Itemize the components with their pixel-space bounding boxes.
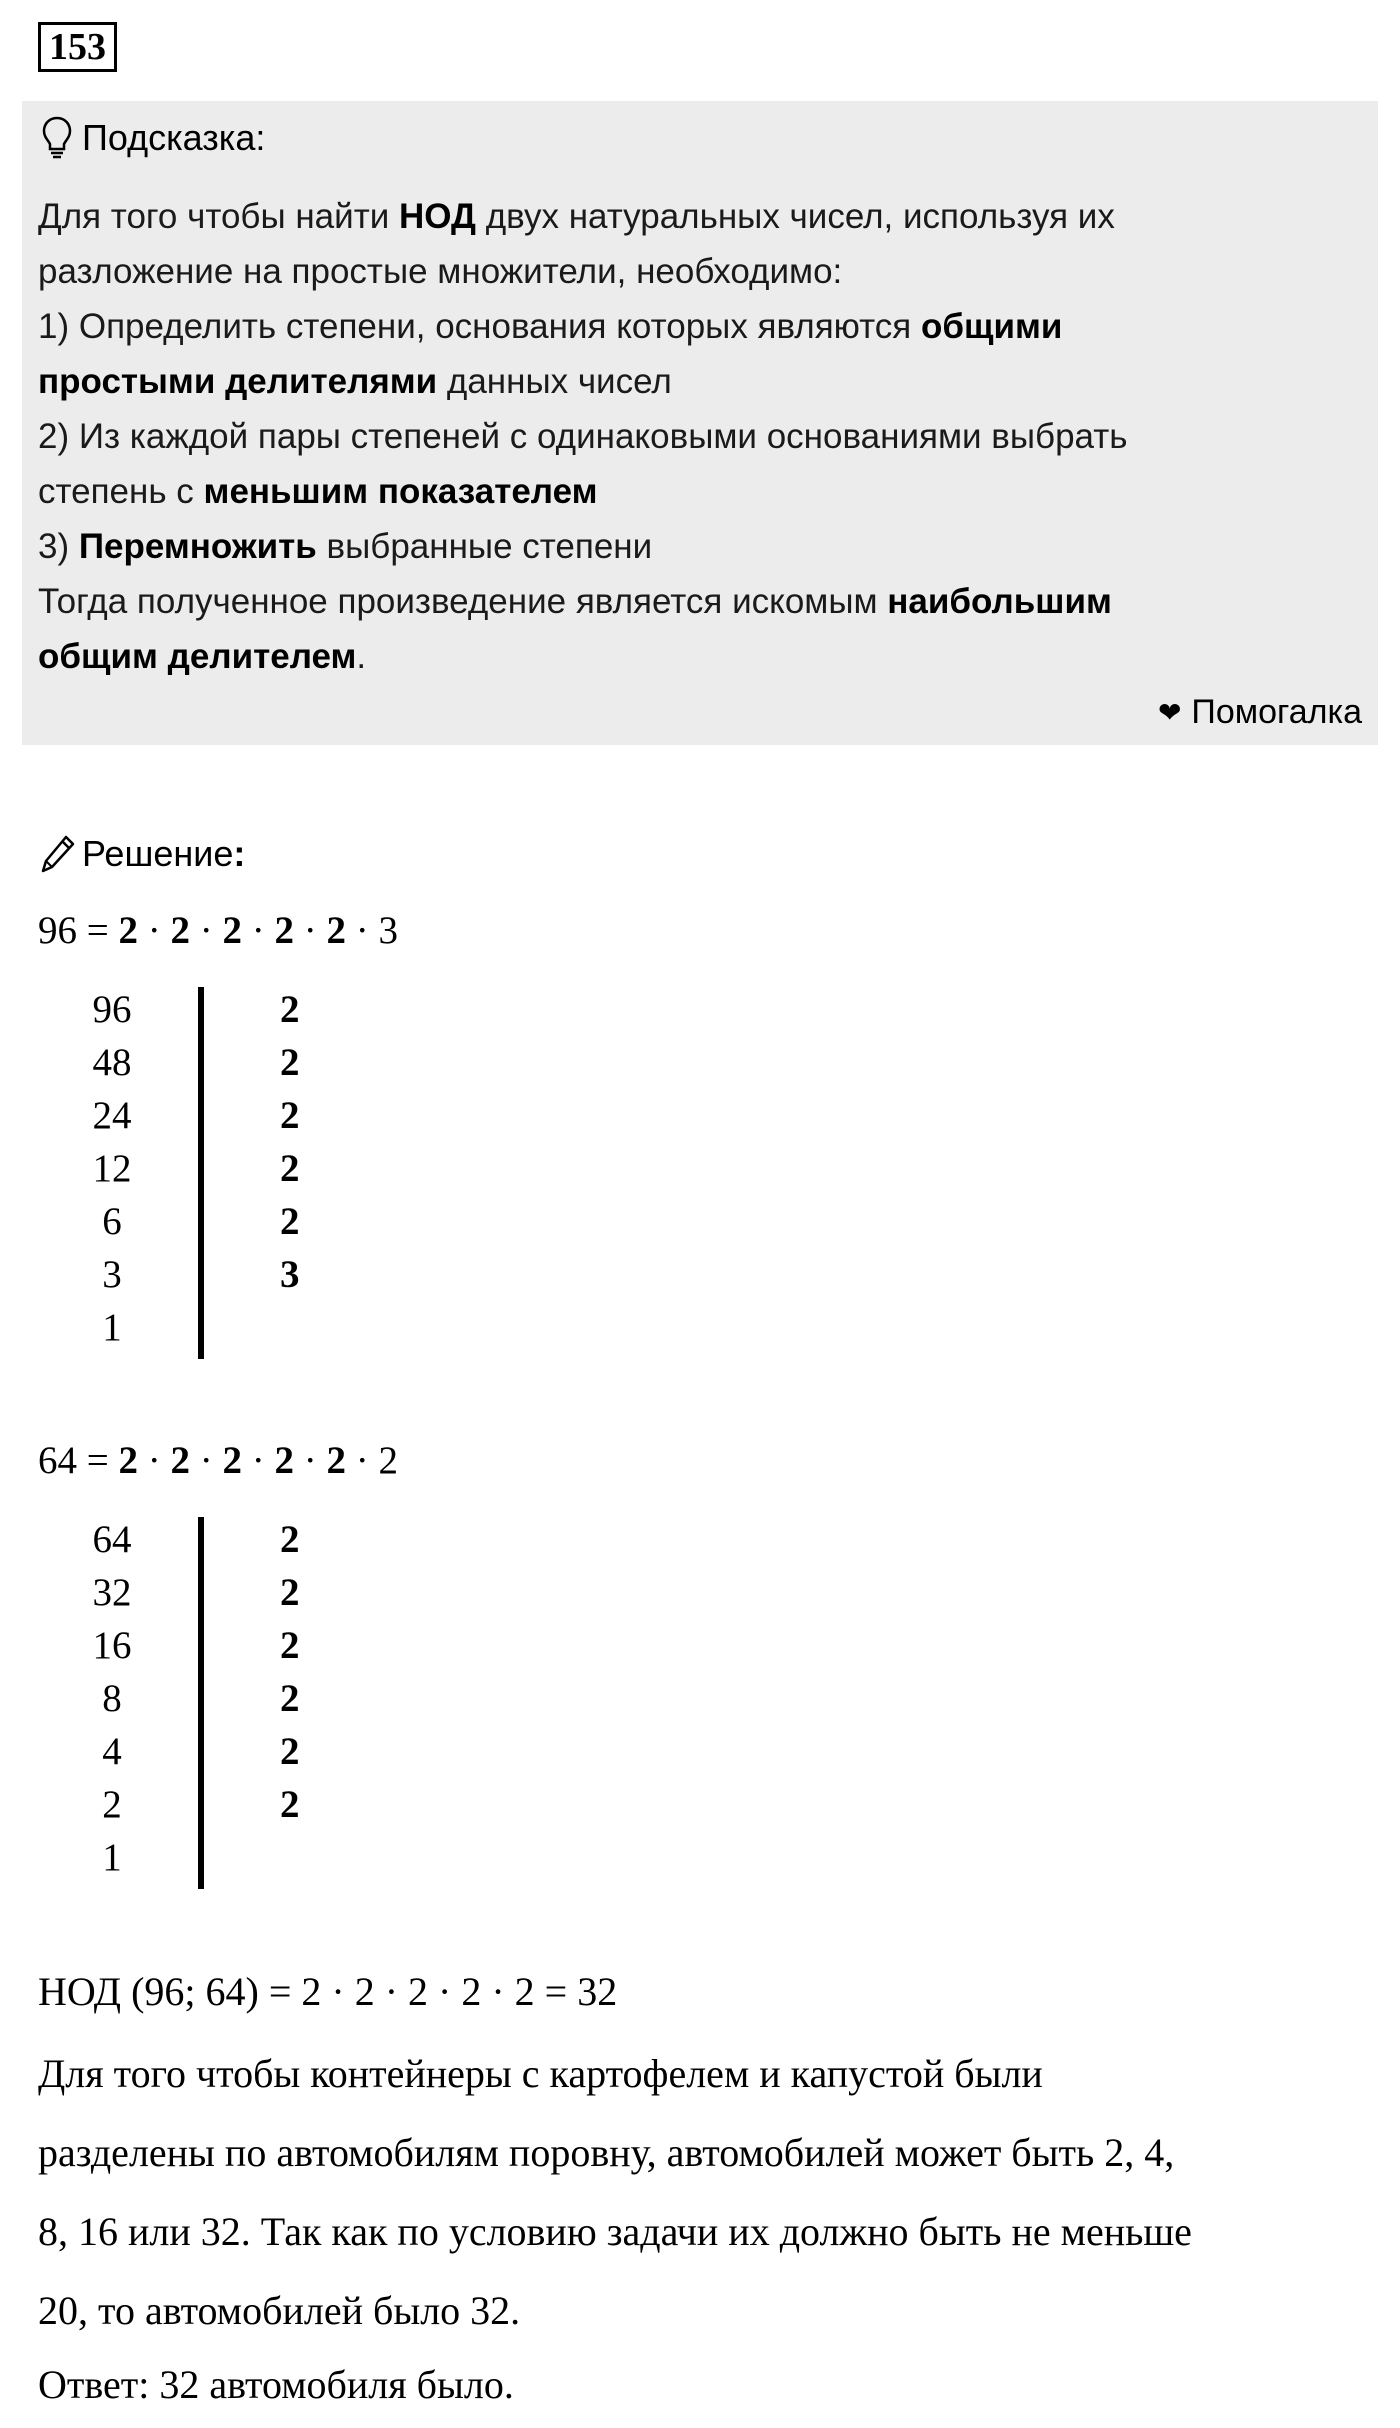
factorization-equation-96 <box>38 908 398 953</box>
task-number: 153 <box>38 22 117 72</box>
pencil-icon <box>40 834 76 874</box>
hint-text-run: . <box>356 637 367 676</box>
hint-line <box>38 464 1358 519</box>
answer-line: Ответ: 32 автомобиля было. <box>38 2362 514 2407</box>
dividend: 48 <box>92 1041 132 1084</box>
equation-term: · <box>242 909 275 952</box>
hint-text-run: общими <box>920 307 1063 346</box>
hint-text-run: данных чисел <box>437 362 672 401</box>
paragraph-line: разделены по автомобилям поровну, автомобилей может быть 2, 4, <box>38 2130 1175 2175</box>
hint-text-run: простыми делителями <box>38 362 438 401</box>
dividend: 2 <box>102 1783 122 1826</box>
equation-term: 2 <box>170 1439 190 1482</box>
equation-term: 2 <box>274 1439 294 1482</box>
prime-divisor: 2 <box>280 1518 300 1561</box>
equation-term: · <box>294 1439 327 1482</box>
factorization-equation-64 <box>38 1438 398 1483</box>
prime-divisor: 2 <box>280 1200 300 1243</box>
factorization-row <box>60 1676 360 1729</box>
dividend: 16 <box>92 1624 132 1667</box>
dividend: 1 <box>102 1836 122 1879</box>
paragraph-line: 20, то автомобилей было 32. <box>38 2288 521 2333</box>
dividend: 6 <box>102 1200 122 1243</box>
hint-box <box>22 101 1378 745</box>
prime-divisor: 2 <box>280 1571 300 1614</box>
hint-text-run: 3) <box>38 527 79 566</box>
hint-line <box>38 299 1358 354</box>
dividend: 32 <box>92 1571 132 1614</box>
solution-title: Решение <box>82 833 234 874</box>
prime-divisor: 2 <box>280 1041 300 1084</box>
equation-term: · <box>190 1439 223 1482</box>
dividend: 1 <box>102 1306 122 1349</box>
equation-term: 2 <box>118 909 138 952</box>
hint-text-run: наибольшим <box>887 582 1112 621</box>
solution-header <box>40 826 245 882</box>
prime-divisor: 2 <box>280 1624 300 1667</box>
gcd-line: НОД (96; 64) = 2 · 2 · 2 · 2 · 2 = 32 <box>38 1969 618 2014</box>
factorization-row <box>60 1040 360 1093</box>
dividend: 24 <box>92 1094 132 1137</box>
dividend: 3 <box>102 1253 122 1296</box>
factorization-row <box>60 1146 360 1199</box>
equation-term: 2 <box>326 1439 346 1482</box>
equation-term: · <box>190 909 223 952</box>
hint-title: Подсказка: <box>82 117 266 158</box>
hint-text <box>38 189 1358 684</box>
equation-term: 64 = <box>38 1439 119 1482</box>
factorization-row <box>60 1835 360 1888</box>
equation-term: 2 <box>222 909 242 952</box>
hint-text-run: Для того чтобы найти <box>38 197 400 236</box>
hint-line <box>38 409 1358 464</box>
equation-term: · <box>138 909 171 952</box>
equation-term: · <box>294 909 327 952</box>
equation-term: 2 <box>170 909 190 952</box>
dividend: 12 <box>92 1147 132 1190</box>
hint-line <box>38 244 1358 299</box>
prime-divisor: 2 <box>280 988 300 1031</box>
hint-line <box>38 189 1358 244</box>
factorization-row <box>60 1305 360 1358</box>
factorization-row <box>60 1623 360 1676</box>
solution-title-colon: : <box>233 833 246 874</box>
hint-text-run: Тогда полученное произведение является искомым <box>38 582 888 621</box>
equation-term: 96 = <box>38 909 119 952</box>
lightbulb-icon <box>42 116 72 160</box>
equation-term: 2 <box>118 1439 138 1482</box>
hint-text-run: Перемножить <box>78 527 317 566</box>
signature <box>1158 687 1362 737</box>
equation-term: 2 <box>274 909 294 952</box>
factorization-row <box>60 987 360 1040</box>
signature-text: Помогалка <box>1191 692 1362 731</box>
equation-term: 2 <box>222 1439 242 1482</box>
prime-divisor: 2 <box>280 1730 300 1773</box>
prime-divisor: 2 <box>280 1783 300 1826</box>
equation-term: · 3 <box>346 909 398 952</box>
prime-divisor: 2 <box>280 1677 300 1720</box>
hint-text-run: степень с <box>38 472 204 511</box>
equation-term: · 2 <box>346 1439 398 1482</box>
factorization-row <box>60 1782 360 1835</box>
hint-text-run: общим делителем <box>38 637 357 676</box>
dividend: 8 <box>102 1677 122 1720</box>
hint-line <box>38 629 1358 684</box>
hint-text-run: 1) Определить степени, основания которых являются <box>38 307 921 346</box>
solution-paragraph <box>38 2034 1378 2350</box>
prime-divisor: 2 <box>280 1094 300 1137</box>
dividend: 4 <box>102 1730 122 1773</box>
heart-icon: ❤ <box>1157 696 1182 728</box>
hint-text-run: НОД <box>399 197 476 236</box>
dividend: 96 <box>92 988 132 1031</box>
hint-line <box>38 574 1358 629</box>
factorization-row <box>60 1517 360 1570</box>
factorization-row <box>60 1252 360 1305</box>
dividend: 64 <box>92 1518 132 1561</box>
hint-text-run: 2) Из каждой пары степеней с одинаковыми основаниями выбрать <box>38 417 1128 456</box>
equation-term: · <box>242 1439 275 1482</box>
hint-text-run: разложение на простые множители, необходимо: <box>38 252 843 291</box>
hint-text-run: выбранные степени <box>316 527 653 566</box>
equation-term: · <box>138 1439 171 1482</box>
factorization-row <box>60 1199 360 1252</box>
factorization-row <box>60 1570 360 1623</box>
equation-term: 2 <box>326 909 346 952</box>
hint-text-run: меньшим показателем <box>203 472 598 511</box>
paragraph-line: 8, 16 или 32. Так как по условию задачи их должно быть не меньше <box>38 2209 1192 2254</box>
prime-divisor: 2 <box>280 1147 300 1190</box>
factorization-row <box>60 1729 360 1782</box>
factorization-row <box>60 1093 360 1146</box>
prime-divisor: 3 <box>280 1253 300 1296</box>
hint-line <box>38 354 1358 409</box>
hint-text-run: двух натуральных чисел, используя их <box>476 197 1115 236</box>
paragraph-line: Для того чтобы контейнеры с картофелем и капустой были <box>38 2051 1043 2096</box>
hint-header <box>42 109 265 167</box>
hint-line <box>38 519 1358 574</box>
